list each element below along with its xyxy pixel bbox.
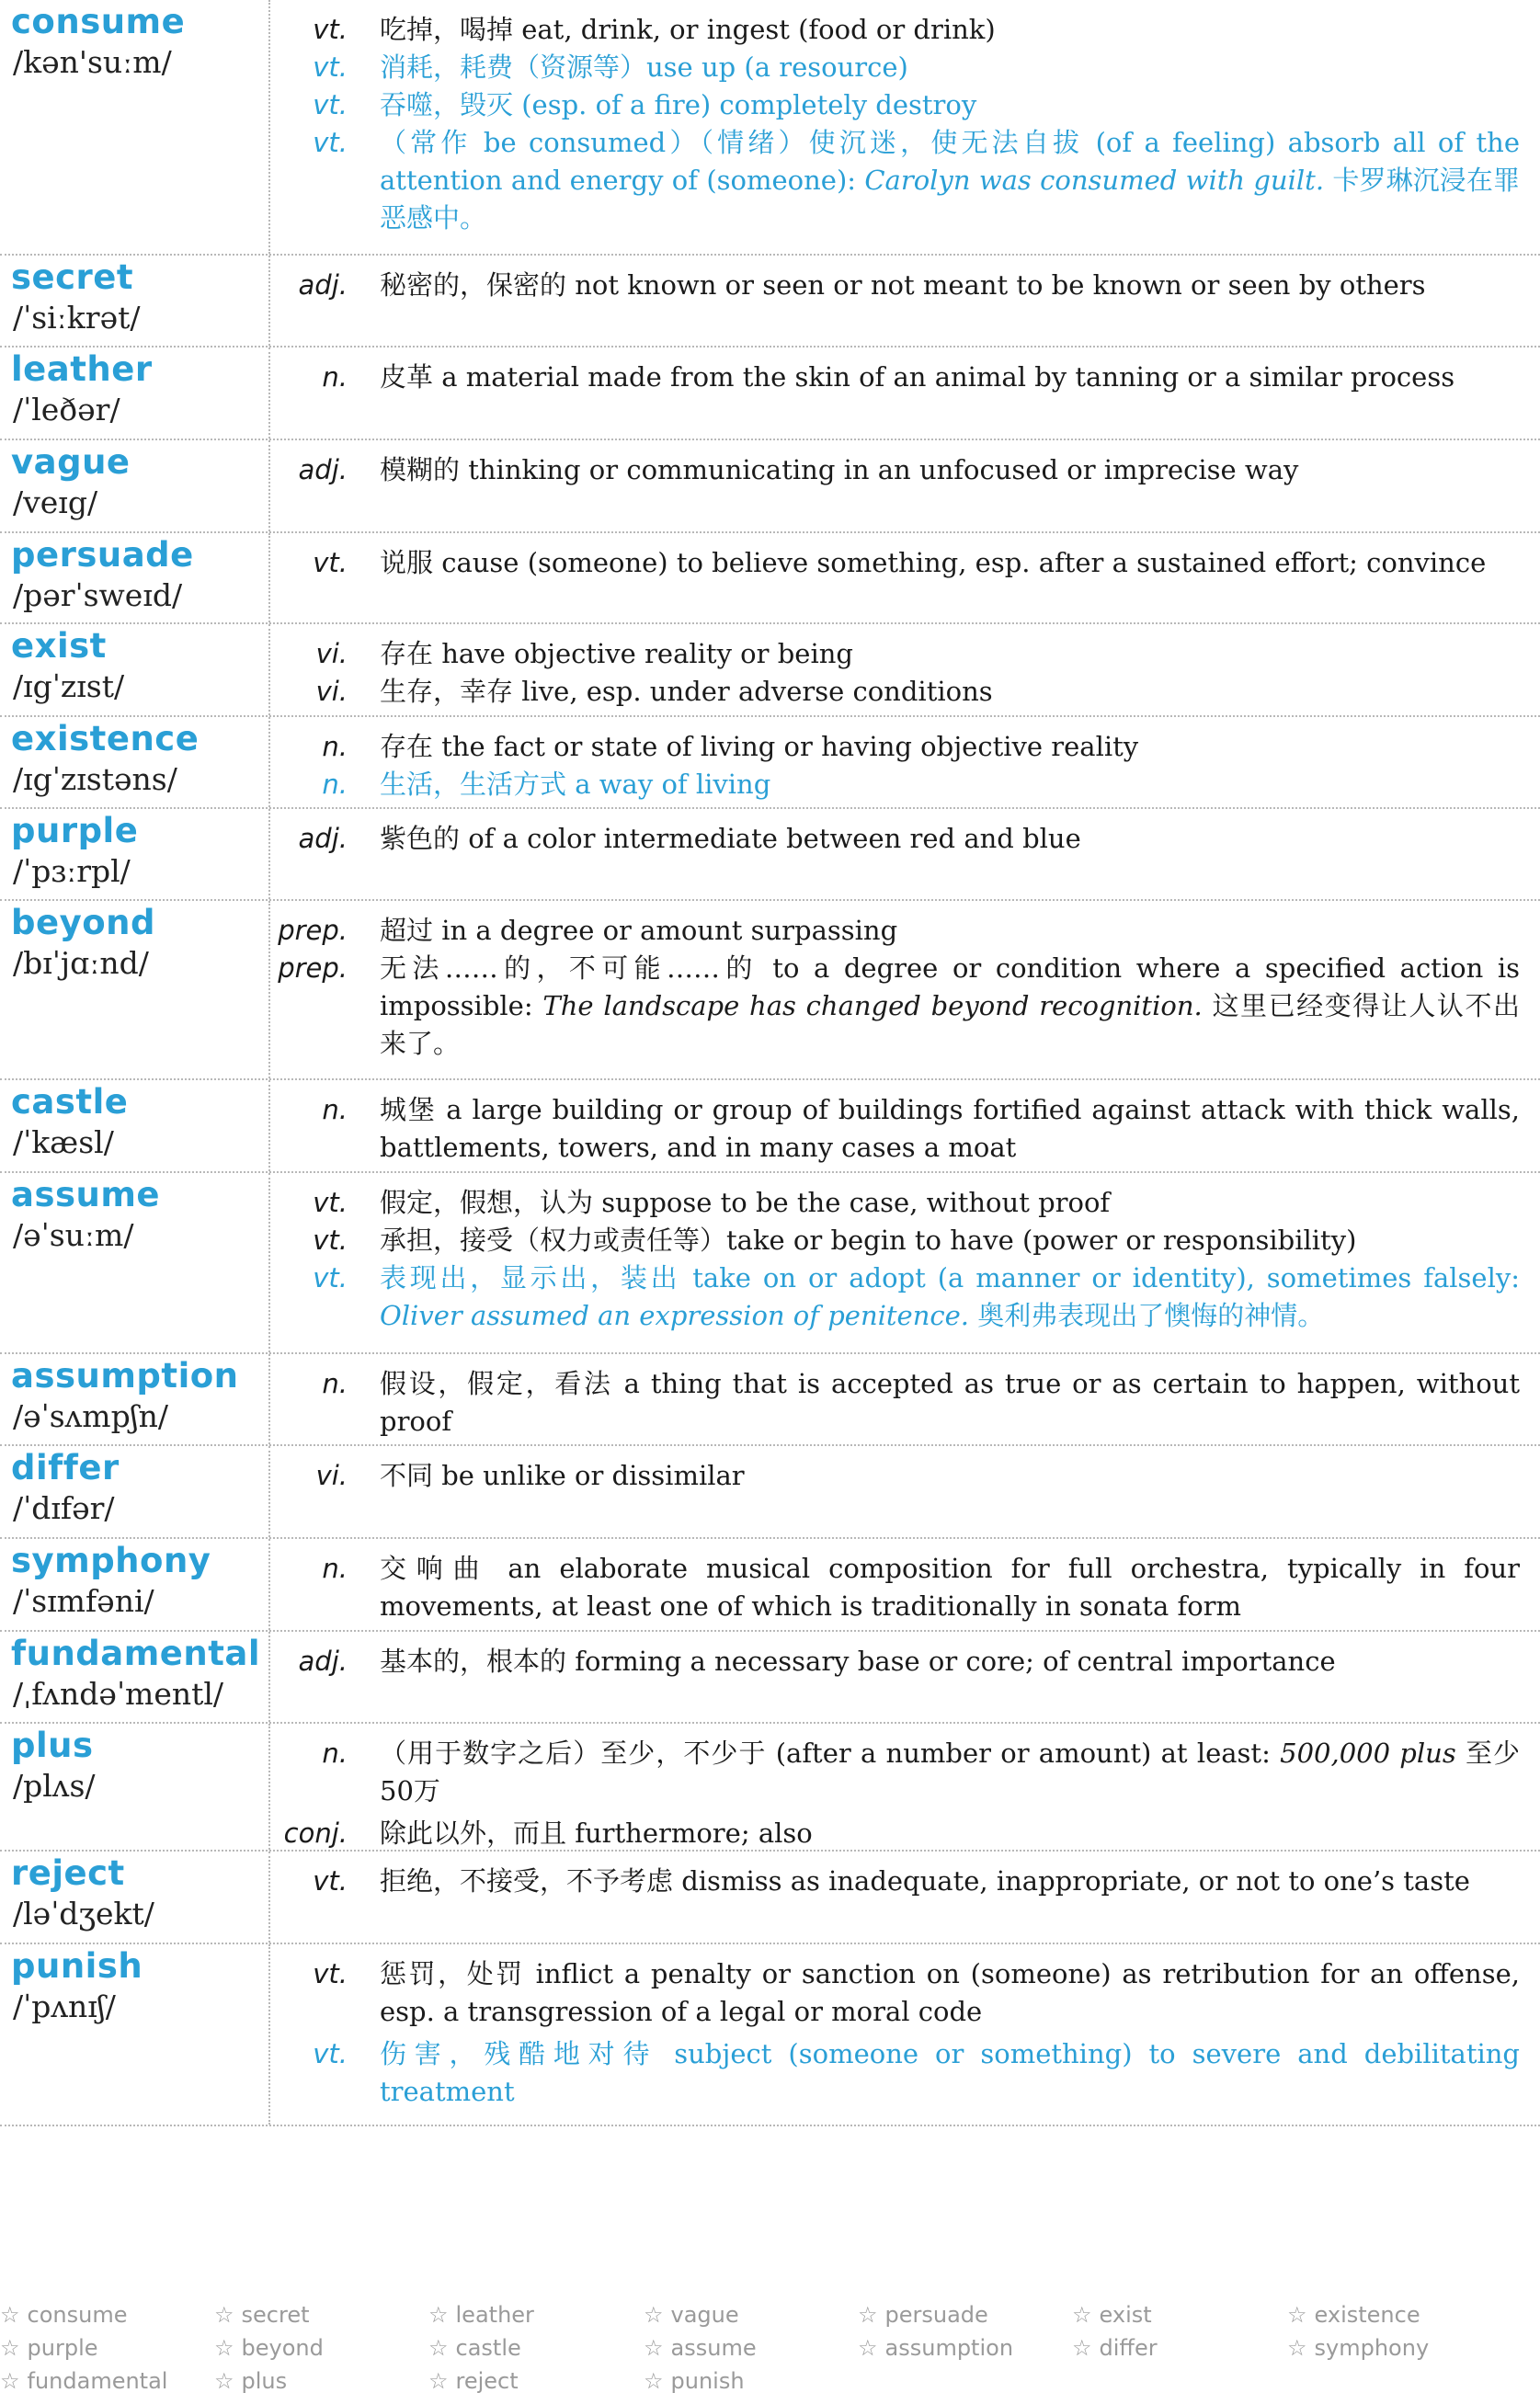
pronunciation: /ˈpɜːrpl/ — [13, 853, 131, 889]
star-icon: ☆ — [1072, 2335, 1092, 2361]
entry-persuade — [0, 533, 1540, 624]
headword-cell — [0, 1173, 270, 1352]
definition — [380, 11, 1520, 49]
headword-cell — [0, 624, 270, 715]
headword: plus — [11, 1726, 94, 1765]
headword-cell — [0, 256, 270, 346]
definition-text: 吞噬，毁灭 (esp. of a fire) completely destroy — [380, 89, 977, 120]
entry-leather — [0, 348, 1540, 440]
definition — [380, 950, 1520, 1063]
definition-text: 无法……的，不可能……的 to a degree or condition where a specified action is impossible: — [380, 952, 1520, 1021]
star-icon: ☆ — [428, 2368, 449, 2393]
index-item-assumption — [858, 2334, 1013, 2362]
star-icon: ☆ — [1287, 2302, 1307, 2328]
index-item-purple — [0, 2334, 98, 2362]
index-item-fundamental — [0, 2367, 167, 2393]
definition — [380, 912, 1520, 950]
index-item-label: assume — [670, 2335, 757, 2361]
headword: beyond — [11, 903, 155, 942]
definition — [380, 49, 1520, 86]
index-item-label: consume — [27, 2302, 128, 2328]
index-item-persuade — [858, 2301, 988, 2329]
headword: symphony — [11, 1541, 211, 1580]
index-item-punish — [644, 2367, 745, 2393]
index-item-label: leather — [455, 2302, 534, 2328]
headword: existence — [11, 719, 200, 758]
definition — [380, 766, 1520, 803]
entry-consume — [0, 0, 1540, 256]
definition-text: 生存，幸存 live, esp. under adverse conditions — [380, 676, 993, 707]
part-of-speech: adj. — [298, 823, 348, 854]
star-icon: ☆ — [0, 2368, 20, 2393]
headword: consume — [11, 2, 186, 41]
headword-cell — [0, 1852, 270, 1943]
pronunciation: /ˈkæsl/ — [13, 1124, 114, 1160]
definition-text: 承担，接受（权力或责任等）take or begin to have (power or responsibility) — [380, 1225, 1357, 1256]
headword: assumption — [11, 1356, 239, 1396]
index-item-label: beyond — [241, 2335, 324, 2361]
definition-text: 超过 in a degree or amount surpassing — [380, 915, 898, 946]
part-of-speech: vt. — [313, 1187, 348, 1218]
index-item-label: differ — [1099, 2335, 1158, 2361]
definition — [380, 544, 1520, 582]
pronunciation: /veɪg/ — [13, 484, 98, 520]
part-of-speech: n. — [322, 731, 348, 762]
definition-text: （用于数字之后）至少，不少于 (after a number or amount) at least: — [380, 1738, 1271, 1769]
entry-plus — [0, 1724, 1540, 1852]
part-of-speech: vi. — [315, 676, 348, 707]
pronunciation: /pərˈsweɪd/ — [13, 577, 183, 613]
definition-text: 生活，生活方式 a way of living — [380, 769, 771, 800]
example-translation: 这里已经变得让人认不出来了。 — [380, 990, 1520, 1059]
part-of-speech: vt. — [313, 2038, 348, 2069]
definition-text: 交响曲 an elaborate musical composition for full orchestra, typically in four movements, at least one of which is traditionally in sonata form — [380, 1553, 1520, 1622]
example-sentence: 500,000 plus — [1280, 1738, 1456, 1769]
example-translation: 卡罗琳沉浸在罪恶感中。 — [380, 165, 1520, 234]
entry-assume — [0, 1173, 1540, 1354]
star-icon: ☆ — [858, 2335, 878, 2361]
part-of-speech: vt. — [313, 1865, 348, 1897]
example-sentence: The landscape has changed beyond recognition. — [542, 990, 1203, 1021]
headword: punish — [11, 1946, 143, 1986]
index-item-label: symphony — [1314, 2335, 1430, 2361]
entry-fundamental — [0, 1632, 1540, 1724]
definition-text: 除此以外，而且 furthermore; also — [380, 1818, 813, 1849]
pronunciation: /plʌs/ — [13, 1768, 96, 1804]
index-item-beyond — [214, 2334, 324, 2362]
definition — [380, 728, 1520, 766]
headword-cell — [0, 717, 270, 807]
part-of-speech: n. — [322, 1094, 348, 1125]
definition-text: 拒绝，不接受，不予考虑 dismiss as inadequate, inappropriate, or not to one’s taste — [380, 1865, 1470, 1897]
headword-cell — [0, 533, 270, 622]
star-icon: ☆ — [428, 2335, 449, 2361]
index-item-existence — [1287, 2301, 1420, 2329]
index-item-label: assumption — [884, 2335, 1014, 2361]
index-item-leather — [428, 2301, 534, 2329]
definition — [380, 1259, 1520, 1335]
entry-reject — [0, 1852, 1540, 1944]
star-icon: ☆ — [1287, 2335, 1307, 2361]
star-icon: ☆ — [214, 2302, 234, 2328]
part-of-speech: vi. — [315, 1460, 348, 1491]
part-of-speech: conj. — [283, 1818, 348, 1849]
headword: castle — [11, 1082, 129, 1122]
part-of-speech: vt. — [313, 1225, 348, 1256]
star-icon: ☆ — [0, 2302, 20, 2328]
index-item-castle — [428, 2334, 521, 2362]
headword: fundamental — [11, 1634, 261, 1673]
index-item-label: reject — [455, 2368, 519, 2393]
pronunciation: /ˈleðər/ — [13, 392, 120, 427]
part-of-speech: n. — [322, 769, 348, 800]
definition — [380, 1815, 1520, 1852]
example-sentence: Carolyn was consumed with guilt. — [864, 165, 1325, 196]
definition — [380, 1222, 1520, 1259]
entry-symphony — [0, 1539, 1540, 1632]
headword-cell — [0, 1539, 270, 1630]
part-of-speech: adj. — [298, 269, 348, 301]
definition — [380, 1643, 1520, 1681]
pronunciation: /ˈsiːkrət/ — [13, 300, 141, 336]
index-item-label: castle — [455, 2335, 521, 2361]
headword-cell — [0, 1080, 270, 1171]
part-of-speech: vi. — [315, 638, 348, 669]
part-of-speech: vt. — [313, 89, 348, 120]
definition — [380, 2035, 1520, 2111]
pronunciation: /ləˈdʒekt/ — [13, 1896, 154, 1931]
example-translation: 至少50万 — [380, 1738, 1521, 1806]
index-item-label: fundamental — [27, 2368, 168, 2393]
headword-cell — [0, 809, 270, 899]
definition — [380, 1955, 1520, 2031]
index-item-label: punish — [670, 2368, 745, 2393]
definition-text: 表现出，显示出，装出 take on or adopt (a manner or identity), sometimes falsely: — [380, 1262, 1520, 1293]
star-icon: ☆ — [214, 2335, 234, 2361]
index-item-reject — [428, 2367, 519, 2393]
index-item-plus — [214, 2367, 287, 2393]
headword: differ — [11, 1448, 120, 1487]
definition-text: 假定，假想，认为 suppose to be the case, without proof — [380, 1187, 1111, 1218]
definition-text: 惩罚，处罚 inflict a penalty or sanction on (someone) as retribution for an offense, esp. a transgression of a legal or moral code — [380, 1958, 1520, 2027]
headword: vague — [11, 442, 131, 482]
part-of-speech: adj. — [298, 454, 348, 485]
definition-text: 假设，假定，看法 a thing that is accepted as true or as certain to happen, without proof — [380, 1368, 1520, 1437]
star-icon: ☆ — [644, 2368, 664, 2393]
definition-text: 皮革 a material made from the skin of an animal by tanning or a similar process — [380, 361, 1455, 393]
definition-text: 存在 have objective reality or being — [380, 638, 853, 669]
headword: assume — [11, 1175, 161, 1214]
index-item-consume — [0, 2301, 127, 2329]
definition — [380, 673, 1520, 711]
definition-text: 伤害，残酷地对待 subject (someone or something) to severe and debilitating treatment — [380, 2038, 1520, 2107]
entry-vague — [0, 440, 1540, 533]
pronunciation: /ˈsɪmfəni/ — [13, 1583, 154, 1619]
definition — [380, 86, 1520, 124]
part-of-speech: vt. — [313, 14, 348, 45]
definition-text: 城堡 a large building or group of buildings fortified against attack with thick walls, battlements, towers, and in many cases a moat — [380, 1094, 1520, 1163]
definition-text: 不同 be unlike or dissimilar — [380, 1460, 745, 1491]
part-of-speech: n. — [322, 1553, 348, 1584]
headword-cell — [0, 901, 270, 1078]
headword-cell — [0, 1446, 270, 1537]
headword: exist — [11, 626, 107, 666]
pronunciation: /ɪgˈzɪst/ — [13, 668, 125, 704]
definition — [380, 1550, 1520, 1625]
pronunciation: /ˌfʌndəˈmentl/ — [13, 1676, 224, 1712]
part-of-speech: prep. — [278, 915, 348, 946]
headword-cell — [0, 0, 270, 254]
definition — [380, 451, 1520, 489]
entry-punish — [0, 1944, 1540, 2126]
entry-assumption — [0, 1354, 1540, 1446]
part-of-speech: vt. — [313, 547, 348, 578]
index-item-label: plus — [241, 2368, 288, 2393]
definition-text: 消耗，耗费（资源等）use up (a resource) — [380, 51, 908, 83]
headword: reject — [11, 1853, 125, 1893]
definition — [380, 1735, 1520, 1810]
headword-cell — [0, 1724, 270, 1850]
index-item-vague — [644, 2301, 739, 2329]
part-of-speech: n. — [322, 361, 348, 393]
part-of-speech: n. — [322, 1368, 348, 1399]
headword: purple — [11, 811, 139, 850]
part-of-speech: prep. — [278, 952, 348, 984]
entry-existence — [0, 717, 1540, 809]
part-of-speech: adj. — [298, 1646, 348, 1677]
part-of-speech: vt. — [313, 1262, 348, 1293]
headword-cell — [0, 1354, 270, 1444]
pronunciation: /ɪgˈzɪstəns/ — [13, 761, 177, 797]
index-item-label: secret — [241, 2302, 310, 2328]
headword: leather — [11, 349, 153, 389]
index-item-label: persuade — [884, 2302, 988, 2328]
index-item-label: purple — [27, 2335, 98, 2361]
entry-beyond — [0, 901, 1540, 1080]
definition — [380, 1863, 1520, 1900]
index-item-symphony — [1287, 2334, 1429, 2362]
pronunciation: /ˈdɪfər/ — [13, 1490, 115, 1526]
star-icon: ☆ — [214, 2368, 234, 2393]
definition-text: 秘密的，保密的 not known or seen or not meant to be known or seen by others — [380, 269, 1426, 301]
headword: secret — [11, 257, 134, 297]
headword: persuade — [11, 535, 194, 575]
star-icon: ☆ — [644, 2302, 664, 2328]
star-icon: ☆ — [858, 2302, 878, 2328]
entry-castle — [0, 1080, 1540, 1173]
headword-cell — [0, 440, 270, 531]
definition-text: 基本的，根本的 forming a necessary base or core; of central importance — [380, 1646, 1336, 1677]
pronunciation: /kən'suːm/ — [13, 44, 172, 80]
index-item-exist — [1072, 2301, 1152, 2329]
index-item-label: exist — [1099, 2302, 1152, 2328]
definition — [380, 1457, 1520, 1495]
headword-cell — [0, 1632, 270, 1722]
part-of-speech: vt. — [313, 1958, 348, 1989]
definition — [380, 1184, 1520, 1222]
definition-text: （常作 be consumed）（情绪）使沉迷，使无法自拔 (of a feeling) absorb all of the attention and energy of (someone): — [380, 127, 1520, 196]
index-item-label: vague — [670, 2302, 739, 2328]
headword-cell — [0, 1944, 270, 2125]
part-of-speech: vt. — [313, 127, 348, 158]
star-icon: ☆ — [644, 2335, 664, 2361]
definition — [380, 1365, 1520, 1441]
definition — [380, 359, 1520, 396]
entry-purple — [0, 809, 1540, 901]
entry-exist — [0, 624, 1540, 717]
definition — [380, 124, 1520, 237]
example-translation: 奥利弗表现出了懊悔的神情。 — [977, 1300, 1325, 1331]
part-of-speech: vt. — [313, 51, 348, 83]
definition — [380, 820, 1520, 858]
pronunciation: /bɪˈjɑːnd/ — [13, 945, 149, 981]
star-icon: ☆ — [0, 2335, 20, 2361]
word-index — [0, 2301, 1540, 2393]
index-item-secret — [214, 2301, 310, 2329]
definition-text: 模糊的 thinking or communicating in an unfocused or imprecise way — [380, 454, 1299, 485]
pronunciation: /ˈpʌnɪʃ/ — [13, 1988, 116, 2024]
star-icon: ☆ — [428, 2302, 449, 2328]
definition — [380, 1091, 1520, 1167]
entry-secret — [0, 256, 1540, 348]
entry-differ — [0, 1446, 1540, 1539]
definition-text: 吃掉，喝掉 eat, drink, or ingest (food or drink) — [380, 14, 996, 45]
part-of-speech: n. — [322, 1738, 348, 1769]
star-icon: ☆ — [1072, 2302, 1092, 2328]
headword-cell — [0, 348, 270, 439]
index-item-label: existence — [1314, 2302, 1420, 2328]
definition-text: 说服 cause (someone) to believe something, esp. after a sustained effort; convince — [380, 547, 1487, 578]
example-sentence: Oliver assumed an expression of penitence. — [380, 1300, 970, 1331]
index-item-differ — [1072, 2334, 1158, 2362]
index-item-assume — [644, 2334, 757, 2362]
definition — [380, 267, 1520, 304]
pronunciation: /əˈsʌmpʃn/ — [13, 1398, 169, 1434]
definition-text: 存在 the fact or state of living or having objective reality — [380, 731, 1139, 762]
definition — [380, 635, 1520, 673]
definition-text: 紫色的 of a color intermediate between red and blue — [380, 823, 1081, 854]
pronunciation: /əˈsuːm/ — [13, 1217, 134, 1253]
